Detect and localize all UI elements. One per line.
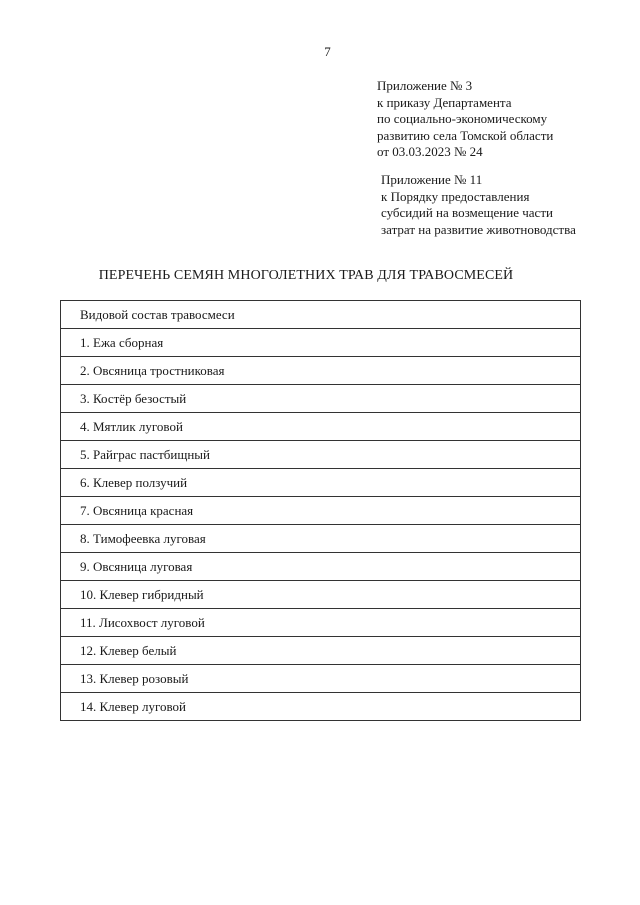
appendix-order-line: от 03.03.2023 № 24: [377, 144, 483, 159]
appendix-order-line: к приказу Департамента: [377, 94, 512, 110]
grass-species-table: [60, 300, 581, 721]
table-row: [61, 609, 581, 637]
table-cell: 3. Костёр безостый: [61, 385, 581, 413]
table-cell: 7. Овсяница красная: [61, 497, 581, 525]
table-row: [61, 497, 581, 525]
table-row: [61, 329, 581, 357]
table-header-row: [61, 301, 581, 329]
table-row: [61, 665, 581, 693]
appendix-procedure-line: к Порядку предоставления: [381, 188, 530, 204]
table-cell: 14. Клевер луговой: [61, 693, 581, 721]
appendix-order-line: Приложение № 3: [377, 78, 473, 93]
table-row: [61, 441, 581, 469]
table-row: [61, 469, 581, 497]
table-row: [61, 357, 581, 385]
appendix-header-procedure: [381, 172, 576, 238]
appendix-header-order: [377, 78, 553, 161]
appendix-procedure-line: затрат на развитие животноводства: [381, 221, 576, 237]
page-number: 7: [324, 44, 331, 59]
appendix-order-line: по социально-экономическому: [377, 111, 548, 126]
table-cell: 1. Ежа сборная: [61, 329, 581, 357]
table-row: [61, 693, 581, 721]
table-cell: 6. Клевер ползучий: [61, 469, 581, 497]
document-title: ПЕРЕЧЕНЬ СЕМЯН МНОГОЛЕТНИХ ТРАВ ДЛЯ ТРАВОСМЕСЕЙ: [98, 268, 514, 283]
table-cell: 4. Мятлик луговой: [61, 413, 581, 441]
table-cell: 12. Клевер белый: [61, 637, 581, 665]
appendix-order-line: развитию села Томской области: [377, 127, 554, 143]
table-cell: 5. Райграс пастбищный: [61, 441, 581, 469]
table-row: [61, 385, 581, 413]
table-row: [61, 525, 581, 553]
table-row: [61, 553, 581, 581]
table-cell: 13. Клевер розовый: [61, 665, 581, 693]
appendix-procedure-line: Приложение № 11: [381, 172, 483, 187]
table-cell: 9. Овсяница луговая: [61, 553, 581, 581]
table-header-cell: Видовой состав травосмеси: [61, 301, 581, 329]
table-row: [61, 581, 581, 609]
table-row: [61, 413, 581, 441]
table-row: [61, 637, 581, 665]
table-cell: 10. Клевер гибридный: [61, 581, 581, 609]
appendix-procedure-line: субсидий на возмещение части: [381, 205, 553, 220]
table-cell: 11. Лисохвост луговой: [61, 609, 581, 637]
table-cell: 8. Тимофеевка луговая: [61, 525, 581, 553]
table-cell: 2. Овсяница тростниковая: [61, 357, 581, 385]
